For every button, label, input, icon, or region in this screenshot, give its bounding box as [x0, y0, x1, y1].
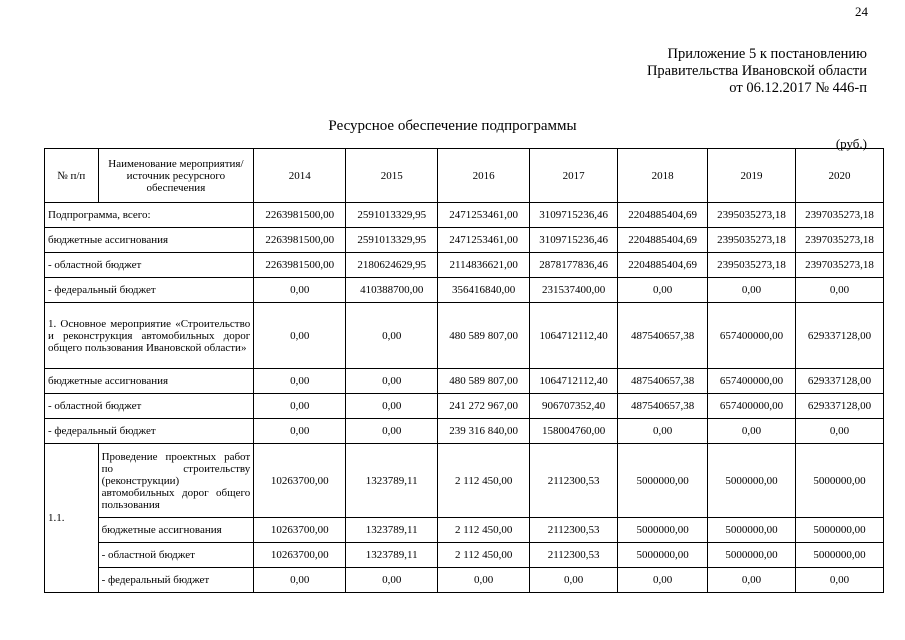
row-label: Подпрограмма, всего:	[45, 203, 254, 228]
value-cell: 0,00	[796, 419, 884, 444]
value-cell: 3109715236,46	[530, 228, 618, 253]
value-cell: 2591013329,95	[346, 203, 438, 228]
row-label: бюджетные ассигнования	[45, 228, 254, 253]
document-title: Ресурсное обеспечение подпрограммы	[328, 118, 577, 134]
value-cell: 2114836621,00	[438, 253, 530, 278]
value-cell: 1323789,11	[346, 518, 438, 543]
row-label: - областной бюджет	[98, 543, 254, 568]
value-cell: 2204885404,69	[618, 203, 708, 228]
value-cell: 5000000,00	[796, 518, 884, 543]
table-row-main-activity	[45, 303, 884, 369]
value-cell: 2112300,53	[530, 518, 618, 543]
value-cell: 0,00	[708, 419, 796, 444]
value-cell: 0,00	[346, 419, 438, 444]
column-header-year: 2019	[708, 149, 796, 203]
table-row-subsection	[45, 444, 884, 518]
value-cell: 0,00	[346, 394, 438, 419]
appendix-line-1: Приложение 5 к постановлению	[667, 46, 867, 62]
row-label: бюджетные ассигнования	[98, 518, 254, 543]
row-label: - федеральный бюджет	[45, 419, 254, 444]
value-cell: 1064712112,40	[530, 303, 618, 369]
value-cell: 2395035273,18	[708, 228, 796, 253]
row-label: - областной бюджет	[45, 394, 254, 419]
value-cell: 0,00	[346, 369, 438, 394]
row-label: - федеральный бюджет	[98, 568, 254, 593]
value-cell: 0,00	[708, 278, 796, 303]
page-number: 24	[855, 4, 868, 19]
value-cell: 241 272 967,00	[438, 394, 530, 419]
value-cell: 0,00	[254, 278, 346, 303]
value-cell: 0,00	[796, 568, 884, 593]
table-row	[45, 203, 884, 228]
value-cell: 2471253461,00	[438, 203, 530, 228]
column-header-year: 2015	[346, 149, 438, 203]
appendix-header	[647, 46, 867, 97]
appendix-line-2: Правительства Ивановской области	[646, 63, 867, 79]
value-cell: 2878177836,46	[530, 253, 618, 278]
column-header-year: 2014	[254, 149, 346, 203]
value-cell: 0,00	[618, 278, 708, 303]
value-cell: 2204885404,69	[618, 253, 708, 278]
column-header-year: 2017	[530, 149, 618, 203]
value-cell: 657400000,00	[708, 303, 796, 369]
value-cell: 1064712112,40	[530, 369, 618, 394]
value-cell: 487540657,38	[618, 303, 708, 369]
table-row	[45, 228, 884, 253]
value-cell: 2 112 450,00	[438, 444, 530, 518]
value-cell: 2397035273,18	[796, 203, 884, 228]
value-cell: 5000000,00	[618, 518, 708, 543]
value-cell: 657400000,00	[708, 394, 796, 419]
value-cell: 0,00	[438, 568, 530, 593]
value-cell: 0,00	[254, 303, 346, 369]
value-cell: 2180624629,95	[346, 253, 438, 278]
table-row	[45, 278, 884, 303]
table-row	[45, 518, 884, 543]
value-cell: 0,00	[254, 568, 346, 593]
value-cell: 2112300,53	[530, 444, 618, 518]
value-cell: 5000000,00	[796, 444, 884, 518]
row-label: Проведение проектных работ по строительству (реконструкции) автомобильных дорог общего пользования	[98, 444, 254, 518]
row-label: - областной бюджет	[45, 253, 254, 278]
value-cell: 0,00	[254, 419, 346, 444]
value-cell: 1323789,11	[346, 543, 438, 568]
value-cell: 0,00	[708, 568, 796, 593]
value-cell: 2 112 450,00	[438, 543, 530, 568]
subsection-code: 1.1.	[45, 444, 99, 593]
value-cell: 5000000,00	[796, 543, 884, 568]
value-cell: 5000000,00	[618, 444, 708, 518]
table-header-row	[45, 149, 884, 203]
row-label: - федеральный бюджет	[45, 278, 254, 303]
value-cell: 10263700,00	[254, 444, 346, 518]
row-label: бюджетные ассигнования	[45, 369, 254, 394]
value-cell: 2397035273,18	[796, 228, 884, 253]
value-cell: 2263981500,00	[254, 203, 346, 228]
value-cell: 2397035273,18	[796, 253, 884, 278]
value-cell: 657400000,00	[708, 369, 796, 394]
value-cell: 2395035273,18	[708, 203, 796, 228]
value-cell: 2263981500,00	[254, 228, 346, 253]
value-cell: 0,00	[618, 568, 708, 593]
value-cell: 0,00	[346, 568, 438, 593]
column-header-year: 2020	[796, 149, 884, 203]
value-cell: 5000000,00	[708, 444, 796, 518]
value-cell: 2263981500,00	[254, 253, 346, 278]
value-cell: 5000000,00	[708, 543, 796, 568]
value-cell: 239 316 840,00	[438, 419, 530, 444]
column-header-year: 2016	[438, 149, 530, 203]
value-cell: 10263700,00	[254, 518, 346, 543]
value-cell: 0,00	[618, 419, 708, 444]
value-cell: 487540657,38	[618, 369, 708, 394]
value-cell: 158004760,00	[530, 419, 618, 444]
row-label: 1. Основное мероприятие «Строительство и реконструкция автомобильных дорог общего пользования Ивановской области»	[45, 303, 254, 369]
unit-label: (руб.)	[835, 136, 867, 151]
column-header-year: 2018	[618, 149, 708, 203]
value-cell: 2395035273,18	[708, 253, 796, 278]
value-cell: 2 112 450,00	[438, 518, 530, 543]
column-header-name: Наименование мероприятия/источник ресурсного обеспечения	[98, 149, 254, 203]
value-cell: 629337128,00	[796, 303, 884, 369]
value-cell: 487540657,38	[618, 394, 708, 419]
value-cell: 410388700,00	[346, 278, 438, 303]
value-cell: 629337128,00	[796, 369, 884, 394]
value-cell: 480 589 807,00	[438, 303, 530, 369]
appendix-line-3: от 06.12.2017 № 446-п	[729, 80, 867, 96]
value-cell: 0,00	[254, 369, 346, 394]
value-cell: 2112300,53	[530, 543, 618, 568]
value-cell: 2471253461,00	[438, 228, 530, 253]
value-cell: 5000000,00	[708, 518, 796, 543]
value-cell: 10263700,00	[254, 543, 346, 568]
value-cell: 231537400,00	[530, 278, 618, 303]
table-row	[45, 369, 884, 394]
value-cell: 0,00	[346, 303, 438, 369]
value-cell: 5000000,00	[618, 543, 708, 568]
table-row	[45, 568, 884, 593]
value-cell: 2591013329,95	[346, 228, 438, 253]
table-row	[45, 419, 884, 444]
value-cell: 0,00	[530, 568, 618, 593]
table-row	[45, 253, 884, 278]
value-cell: 0,00	[796, 278, 884, 303]
value-cell: 356416840,00	[438, 278, 530, 303]
value-cell: 1323789,11	[346, 444, 438, 518]
column-header-number: № п/п	[45, 149, 99, 203]
table-row	[45, 543, 884, 568]
value-cell: 0,00	[254, 394, 346, 419]
value-cell: 629337128,00	[796, 394, 884, 419]
value-cell: 2204885404,69	[618, 228, 708, 253]
value-cell: 3109715236,46	[530, 203, 618, 228]
table-row	[45, 394, 884, 419]
value-cell: 906707352,40	[530, 394, 618, 419]
value-cell: 480 589 807,00	[438, 369, 530, 394]
resource-table	[44, 148, 884, 593]
